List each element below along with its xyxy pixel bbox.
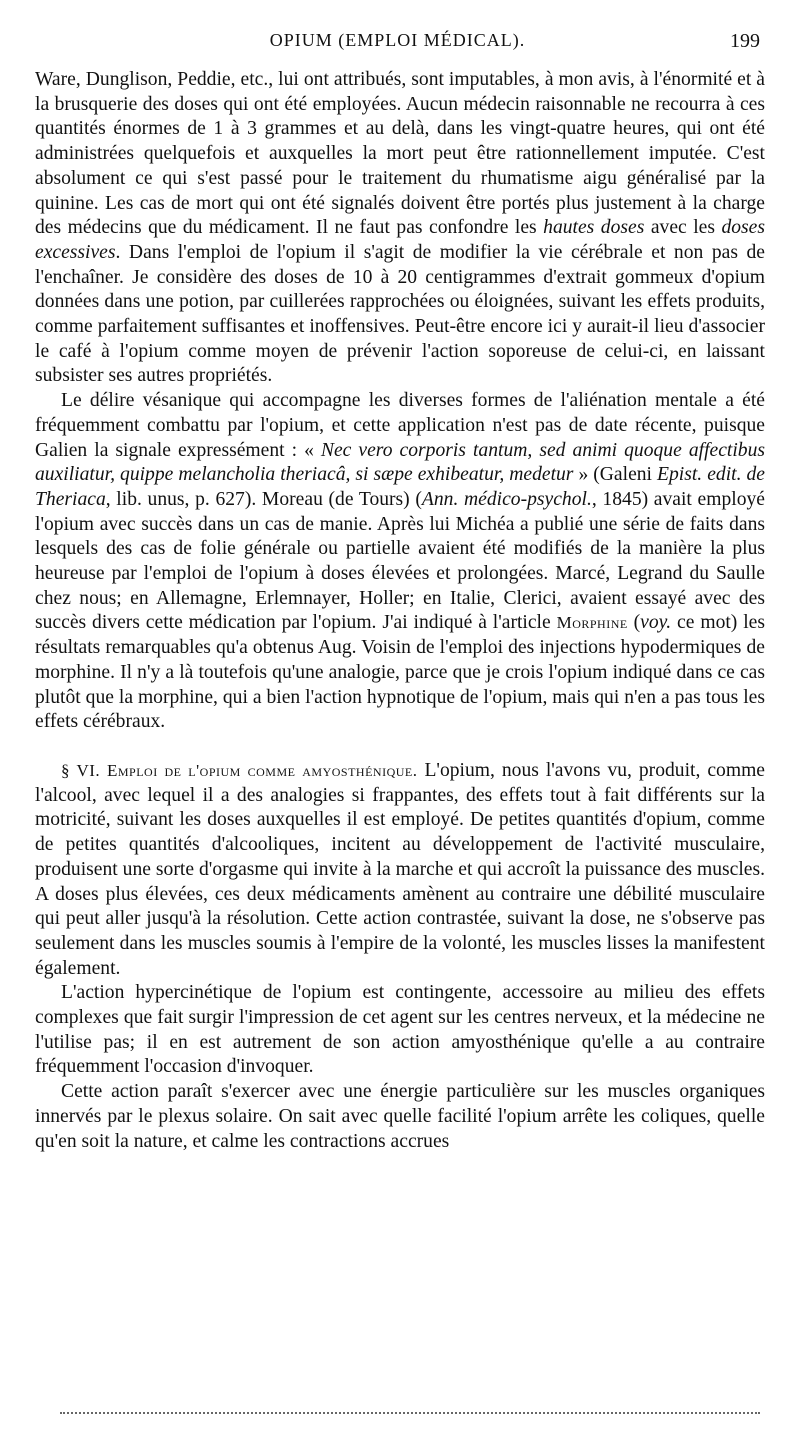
page-header (35, 30, 760, 60)
paragraph-mental-illness: Le délire vésanique qui accompagne les diverses formes de l'aliénation mentale a été fréquemment combattu par l'opium, et cette application n'est pas de date récente, puisque Galien la signale expressément : « Nec vero corporis tantum, sed animi quoque affectibus auxiliatur, quippe melancholia theriacâ, si sæpe exhibeatur, medetur » (Galeni Epist. edit. de Theriaca, lib. unus, p. 627). Moreau (de Tours) (Ann. médico-psychol., 1845) avait employé l'opium avec succès dans un cas de manie. Après lui Michéa a publié une série de faits dans lesquels des cas de folie générale ou partielle avaient été modifiés de la manière la plus heureuse par l'emploi de l'opium à doses élevées et prolongées. Marcé, Legrand du Saulle chez nous; en Allemagne, Erlemnayer, Holler; en Italie, Clerici, avaient essayé avec des succès divers cette médication par l'opium. J'ai indiqué à l'article Morphine (voy. ce mot) les résultats remarquables qu'a obtenus Aug. Voisin de l'emploi des injections hypodermiques de morphine. Il n'y a là toutefois qu'une analogie, parce que je crois l'opium indiqué dans ce cas plutôt que la morphine, qui a bien l'action hypnotique de l'opium, mais qui n'en a pas tous les effets cérébraux. (35, 390, 766, 733)
section-heading: § VI. Emploi de l'opium comme amyosthénique. (61, 760, 418, 780)
paragraph-hypercinetic: L'action hypercinétique de l'opium est contingente, accessoire au milieu des effets complexes que fait surgir l'impression de cet agent sur les centres nerveux, et la médecine ne l'utilise pas; il en est autrement de son action amyosthénique qu'elle a au contraire fréquemment l'occasion d'invoquer. (35, 982, 765, 1078)
scan-noise-line (60, 1412, 760, 1414)
paragraph-dose-warning: Ware, Dunglison, Peddie, etc., lui ont attribués, sont imputables, à mon avis, à l'énormité et à la brusquerie des doses qui ont été employées. Aucun médecin raisonnable ne recourra à ces quantités énormes de 1 à 3 grammes et au delà, dans les vingt-quatre heures, qui ont été administrées quelquefois et auxquelles la mort peut être rationnellement imputée. C'est absolument ce qui s'est passé pour le traitement du rhumatisme aigu généralisé par la quinine. Les cas de mort qui ont été signalés doivent être portés plus justement à la charge des médecins que du médicament. Il ne faut pas confondre les hautes doses avec les doses excessives. Dans l'emploi de l'opium il s'agit de modifier la vie cérébrale et non pas de l'enchaîner. Je considère des doses de 10 à 20 centigrammes d'extrait gommeux d'opium données dans une potion, par cuillerées rapprochées ou éloignées, suivant les effets produits, comme parfaitement suffisantes et inoffensives. Peut-être encore ici y aurait-il lieu d'associer le café à l'opium comme moyen de prévenir l'action soporeuse de celui-ci, en laissant subsister ses autres propriétés. (35, 69, 765, 387)
paragraph-section-vi: § VI. Emploi de l'opium comme amyosthénique. L'opium, nous l'avons vu, produit, comme l'alcool, avec lequel il a des analogies si frappantes, des effets tout à fait différents sur la motricité, suivant les doses auxquelles il est employé. De petites quantités d'opium, comme de petites quantités d'alcooliques, incitent au développement de l'activité musculaire, produisent une sorte d'orgasme qui invite à la marche et qui accroît la puissance des muscles. A doses plus élevées, ces deux médicaments amènent au contraire une débilité musculaire qui peut aller jusqu'à la résolution. Cette action contrastée, suivant la dose, ne s'observe pas seulement dans les muscles soumis à l'empire de la volonté, les muscles lisses la manifestent également. (35, 759, 766, 979)
running-head: OPIUM (EMPLOI MÉDICAL). (269, 30, 526, 50)
body-text (35, 68, 765, 1154)
page-number: 199 (730, 30, 760, 52)
paragraph-solar-plexus: Cette action paraît s'exercer avec une énergie particulière sur les muscles organiques innervés par le plexus solaire. On sait avec quelle facilité l'opium arrête les coliques, quelle qu'en soit la nature, et calme les contractions accrues (35, 1081, 765, 1152)
latin-quote: Nec vero corporis tantum, sed animi quoque affectibus auxiliatur, quippe melancholia theriacâ, si sæpe exhibeatur, medetur (35, 439, 766, 486)
